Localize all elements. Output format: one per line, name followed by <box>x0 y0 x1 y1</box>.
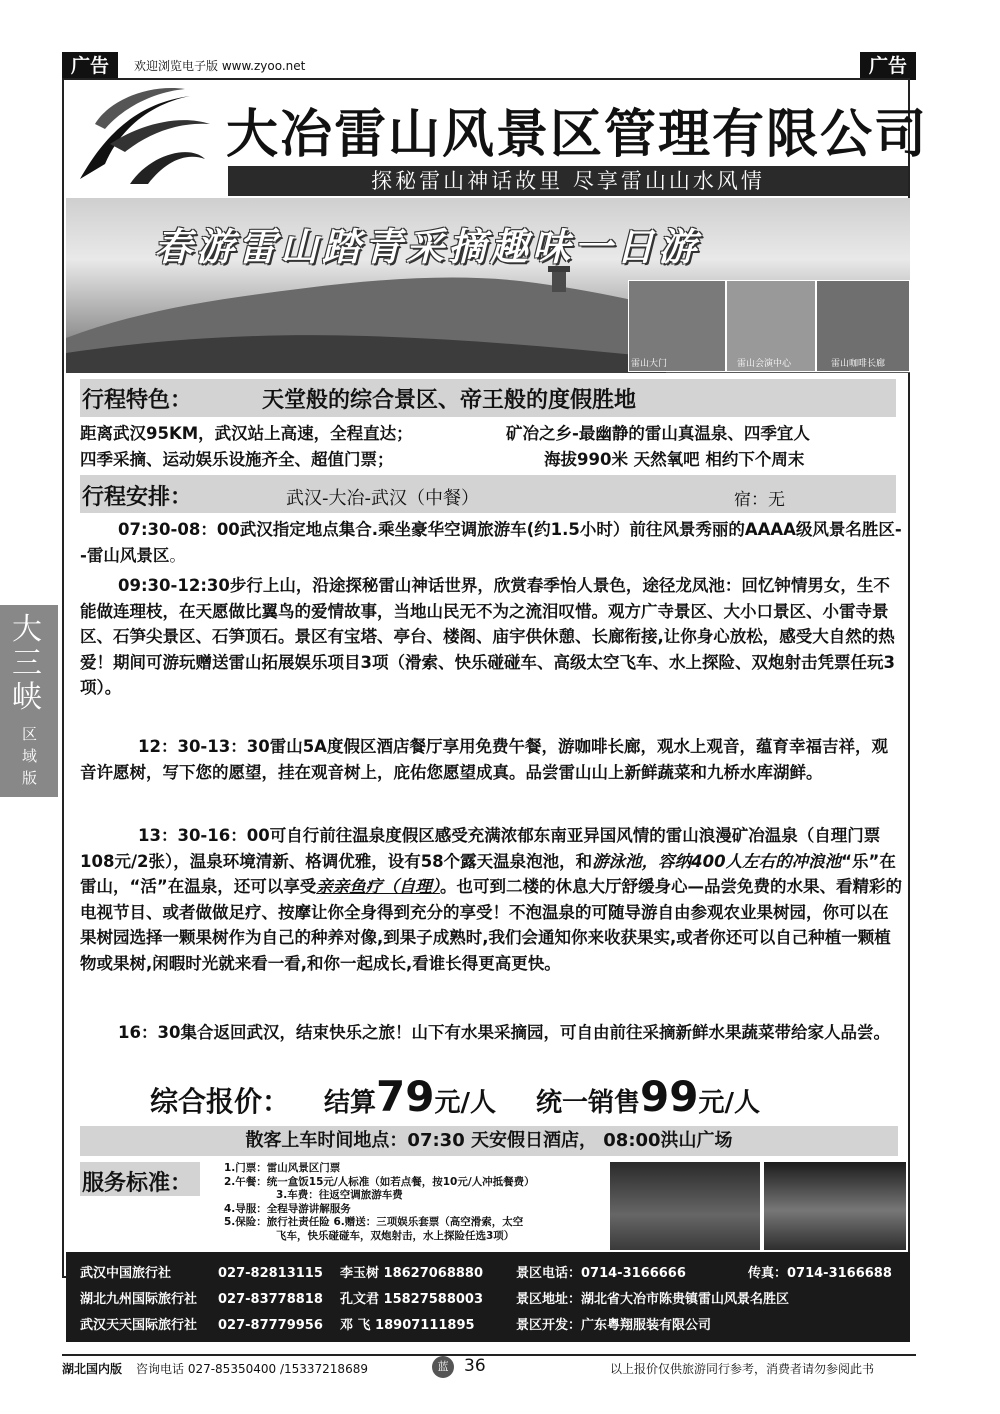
features-headline: 天堂般的综合景区、帝王般的度假胜地 <box>262 388 637 413</box>
edition-badge: 蓝 <box>432 1356 454 1378</box>
service-item: 飞车，快乐碰碰车，双炮射击，水上探险任选3项） <box>276 1229 515 1242</box>
photo-corridor <box>816 280 910 372</box>
company-logo <box>70 84 220 194</box>
schedule-label: 行程安排： <box>82 485 193 510</box>
feature-line: 海拔990米 天然氧吧 相约下个周末 <box>544 450 805 469</box>
feature-line: 矿冶之乡-最幽静的雷山真温泉、四季宜人 <box>506 424 810 443</box>
photo-gate <box>628 280 726 372</box>
photo-caption: 雷山咖啡长廊 <box>831 359 886 369</box>
time: 16：30 <box>118 1023 181 1042</box>
banner-image <box>66 198 910 373</box>
photo-caption: 雷山会演中心 <box>737 359 792 369</box>
service-item: 5.保险：旅行社责任险 6.赠送：三项娱乐套票（高空滑索，太空 <box>224 1216 524 1228</box>
contact-row: 武汉中国旅行社 027-82813115 李玉树 18627068880 景区电话：0714-3166666 传真：0714-3166688 <box>80 1266 892 1281</box>
service-list <box>224 1162 604 1243</box>
time: 12：30-13：30 <box>138 737 270 756</box>
itinerary-p5: 16：30集合返回武汉，结束快乐之旅！山下有水果采摘园，可自由前往采摘新鲜水果蔬菜带给家人品尝。 <box>118 1023 890 1042</box>
contacts-box <box>66 1252 910 1342</box>
settle-label: 结算 <box>324 1088 377 1118</box>
photo-caption: 雷山大门 <box>631 359 668 369</box>
retail-price: 99 <box>640 1072 699 1121</box>
pickup-bar: 散客上车时间地点：07:30 天安假日酒店， 08:00洪山广场 <box>80 1126 898 1156</box>
welcome-text: 欢迎浏览电子版 www.zyoo.net <box>134 59 306 73</box>
schedule-route: 武汉-大冶-武汉（中餐） <box>286 488 479 509</box>
time: 13：30-16：00 <box>138 826 270 845</box>
service-label: 服务标准： <box>82 1171 193 1196</box>
footer-edition: 湖北国内版 <box>62 1362 123 1376</box>
contact-row: 武汉天天国际旅行社 027-87779956 邓 飞 18907111895 景区开发：广东粤翔服装有限公司 <box>80 1318 712 1333</box>
service-item: 3.车费：往返空调旅游车费 <box>276 1189 403 1201</box>
hotel-night-photo <box>610 1162 760 1250</box>
price-label: 综合报价： <box>150 1085 291 1118</box>
footer-rule <box>62 1354 916 1356</box>
edition-side-tab <box>0 605 58 797</box>
ad-tag-right: 广告 <box>860 52 916 80</box>
time: 07:30-08：00 <box>118 520 240 539</box>
settle-unit: 元/人 <box>434 1088 496 1118</box>
service-item: 4.导服：全程导游讲解服务 <box>224 1202 351 1215</box>
schedule-stay: 宿：无 <box>734 490 785 510</box>
slogan-bar: 探秘雷山神话故里 尽享雷山山水风情 <box>228 166 908 196</box>
retail-label: 统一销售 <box>535 1088 640 1118</box>
side-title: 大三峡 <box>12 612 42 715</box>
feature-line: 距离武汉95KM，武汉站上高速，全程直达； <box>80 424 413 443</box>
photo-hall <box>726 280 816 372</box>
service-item: 2.午餐：统一盒饭15元/人标准（如若点餐，按10元/人冲抵餐费） <box>224 1175 535 1188</box>
retail-unit: 元/人 <box>698 1088 760 1118</box>
footer-phone: 咨询电话 027-85350400 /15337218689 <box>136 1362 368 1376</box>
price-row <box>150 1072 760 1122</box>
itinerary-p3: 12：30-13：30雷山5A度假区酒店餐厅享用免费午餐，游咖啡长廊，观水上观音，蕴育幸福吉祥，观音许愿树，写下您的愿望，挂在观音树上，庇佑您愿望成真。品尝雷山山上新鲜蔬菜和九桥水库湖鲜。 <box>80 737 888 782</box>
contact-row: 湖北九州国际旅行社 027-83778818 孔文君 15827588003 景区地址：湖北省大冶市陈贵镇雷山风景名胜区 <box>80 1292 790 1307</box>
itinerary-p2: 09:30-12:30步行上山，沿途探秘雷山神话世界，欣赏春季怡人景色，途径龙凤池：回忆钟情男女，生不能做连理枝，在天愿做比翼鸟的爱情故事，当地山民无不为之流泪叹惜。观方广寺景区、大小口景区、小雷寺景区、石笋尖景区、石笋顶石。景区有宝塔、亭台、楼阁、庙宇供休憩、长廊衔接,让你身心放松，感受大自然的热爱！期间可游玩赠送雷山拓展娱乐项目3项（滑索、快乐碰碰车、高级太空飞车、水上探险、双炮射击凭票任玩3项）。 <box>80 576 895 697</box>
service-item: 1.门票：雷山风景区门票 <box>224 1162 341 1174</box>
pool-night-photo <box>764 1162 906 1250</box>
side-subtitle: 区域版 <box>22 725 38 787</box>
itinerary-p1: 07:30-08：00武汉指定地点集合.乘坐豪华空调旅游车(约1.5小时）前往风景秀丽的AAAA级风景名胜区--雷山风景区。 <box>80 520 902 565</box>
banner-title: 春游雷山踏青采摘趣味一日游 <box>154 225 701 269</box>
company-name: 大冶雷山风景区管理有限公司 <box>226 105 929 165</box>
itinerary-p4: 13：30-16：00可自行前往温泉度假区感受充满浓郁东南亚异国风情的雷山浪漫矿冶温泉（自理门票108元/2张），温泉环境清新、格调优雅，设有58个露天温泉泡池，和游泳池，容纳400人左右的冲浪池“乐”在雷山，“活”在温泉，还可以享受亲亲鱼疗（自理）。也可到二楼的休息大厅舒缓身心—品尝免费的水果、看精彩的电视节目、或者做做足疗、按摩让你全身得到充分的享受！不泡温泉的可随导游自由参观农业果树园，你可以在果树园选择一颗果树作为自己的种养对像,到果子成熟时,我们会通知你来收获果实,或者你还可以自己种植一颗植物或果树,闲暇时光就来看一看,和你一起成长,看谁长得更高更快。 <box>80 826 902 973</box>
settle-price: 79 <box>376 1072 435 1121</box>
ad-tag-left: 广告 <box>62 52 118 80</box>
footer-disclaimer: 以上报价仅供旅游同行参考，消费者请勿参阅此书 <box>610 1362 875 1376</box>
features-label: 行程特色： <box>82 388 193 413</box>
feature-line: 四季采摘、运动娱乐设施齐全、超值门票； <box>80 450 394 469</box>
page-number: 36 <box>464 1356 486 1376</box>
time: 09:30-12:30 <box>118 576 230 595</box>
